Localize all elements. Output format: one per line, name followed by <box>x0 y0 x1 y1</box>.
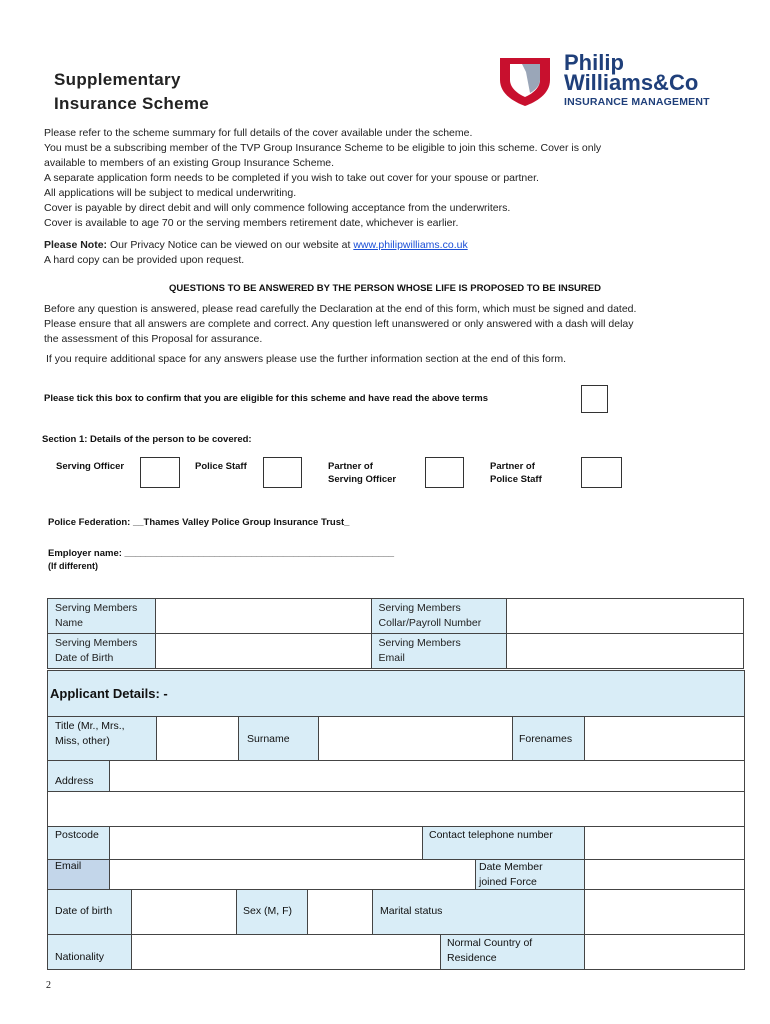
address-label-cell: Address <box>47 760 110 792</box>
residence-label-cell: Normal Country of Residence <box>440 934 585 970</box>
serving-collar-field[interactable] <box>507 599 744 634</box>
sex-label-cell: Sex (M, F) <box>236 889 308 935</box>
intro-line: Cover is payable by direct debit and will only commence following acceptance from the underwriters. <box>44 202 511 214</box>
employer-name-line[interactable]: Employer name: ___________________________________________________ <box>48 548 395 559</box>
forenames-field[interactable] <box>584 716 745 761</box>
joined-label-cell: Date Member joined Force <box>475 859 585 890</box>
nationality-label-cell: Nationality <box>47 934 132 970</box>
partner-police-staff-checkbox[interactable] <box>581 457 622 488</box>
questions-heading: QUESTIONS TO BE ANSWERED BY THE PERSON WHOSE LIFE IS PROPOSED TO BE INSURED <box>169 283 601 294</box>
intro-line: A separate application form needs to be completed if you wish to take out cover for your spouse or partner. <box>44 172 539 184</box>
dob-label-cell: Date of birth <box>47 889 132 935</box>
intro-line: Please refer to the scheme summary for full details of the cover available under the scheme. <box>44 127 473 139</box>
title-line-1: Supplementary <box>54 70 181 89</box>
page-title <box>54 68 209 116</box>
nationality-field[interactable] <box>131 934 441 970</box>
title-line-2: Insurance Scheme <box>54 94 210 113</box>
dob-field[interactable] <box>131 889 237 935</box>
option-label-partner-police-staff: Partner of Police Staff <box>490 461 542 485</box>
additional-space-note: If you require additional space for any answers please use the further information section at the end of this form. <box>46 353 567 365</box>
serving-dob-field[interactable] <box>155 634 371 669</box>
privacy-line-2: A hard copy can be provided upon request. <box>44 254 245 266</box>
intro-line: available to members of an existing Group Insurance Scheme. <box>44 157 335 169</box>
intro-line: All applications will be subject to medical underwriting. <box>44 187 297 199</box>
intro-line: You must be a subscribing member of the TVP Group Insurance Scheme to be eligible to join this scheme. Cover is only <box>44 142 602 154</box>
postcode-label-cell: Postcode <box>47 826 110 860</box>
forenames-label-cell: Forenames <box>512 716 585 761</box>
logo-text-philip: Philip <box>564 50 624 75</box>
surname-field[interactable] <box>318 716 513 761</box>
intro-text <box>44 126 601 231</box>
address-field-line-1[interactable] <box>109 760 745 792</box>
serving-name-field[interactable] <box>155 599 371 634</box>
logo-text-tagline: INSURANCE MANAGEMENT <box>564 96 710 108</box>
sex-field[interactable] <box>307 889 373 935</box>
applicant-details-heading: Applicant Details: - <box>50 686 168 701</box>
serving-email-field[interactable] <box>507 634 744 669</box>
contact-field[interactable] <box>584 826 745 860</box>
privacy-note <box>44 238 468 268</box>
marital-label-cell: Marital status <box>372 889 585 935</box>
confirm-checkbox[interactable] <box>581 385 608 413</box>
shield-logo-icon <box>496 54 554 108</box>
confirm-label: Please tick this box to confirm that you are eligible for this scheme and have read the above terms <box>44 393 488 404</box>
section1-heading: Section 1: Details of the person to be covered: <box>42 434 252 445</box>
email-field[interactable] <box>109 859 476 890</box>
option-label-police-staff: Police Staff <box>195 461 247 472</box>
declaration-text <box>44 302 636 347</box>
privacy-label: Please Note: <box>44 239 108 251</box>
declaration-line: Please ensure that all answers are complete and correct. Any question left unanswered or only answered with a dash will delay <box>44 318 634 330</box>
logo-text-williams: Williams&Co <box>564 70 699 95</box>
police-federation-line: Police Federation: __Thames Valley Police Group Insurance Trust_ <box>48 517 350 528</box>
privacy-text: Our Privacy Notice can be viewed on our website at <box>107 239 354 251</box>
marital-field[interactable] <box>584 889 745 935</box>
option-label-serving-officer: Serving Officer <box>56 461 125 472</box>
page-number: 2 <box>46 980 51 991</box>
option-label-partner-serving-officer: Partner of Serving Officer <box>328 461 397 485</box>
surname-label-cell: Surname <box>238 716 319 761</box>
serving-collar-label: Serving Members Collar/Payroll Number <box>371 599 507 634</box>
privacy-link[interactable]: www.philipwilliams.co.uk <box>353 239 468 251</box>
police-staff-checkbox[interactable] <box>263 457 302 488</box>
company-logo <box>496 52 726 112</box>
contact-label-cell: Contact telephone number <box>422 826 585 860</box>
serving-officer-checkbox[interactable] <box>140 457 180 488</box>
address-field-line-2[interactable] <box>47 791 745 827</box>
declaration-line: Before any question is answered, please read carefully the Declaration at the end of this form, which must be signed and dated. <box>44 303 637 315</box>
serving-email-label: Serving Members Email <box>371 634 507 669</box>
intro-line: Cover is available to age 70 or the serving members retirement date, whichever is earlier. <box>44 217 459 229</box>
joined-field[interactable] <box>584 859 745 890</box>
applicant-details-header <box>47 670 745 717</box>
residence-field[interactable] <box>584 934 745 970</box>
serving-name-label: Serving Members Name <box>48 599 156 634</box>
partner-serving-officer-checkbox[interactable] <box>425 457 464 488</box>
postcode-field[interactable] <box>109 826 423 860</box>
serving-dob-label: Serving Members Date of Birth <box>48 634 156 669</box>
title-label-cell: Title (Mr., Mrs., Miss, other) <box>47 716 157 761</box>
email-label-cell: Email <box>47 859 110 890</box>
employer-note: (If different) <box>48 561 98 571</box>
title-field[interactable] <box>156 716 239 761</box>
serving-members-table <box>47 598 744 669</box>
declaration-line: the assessment of this Proposal for assurance. <box>44 333 263 345</box>
